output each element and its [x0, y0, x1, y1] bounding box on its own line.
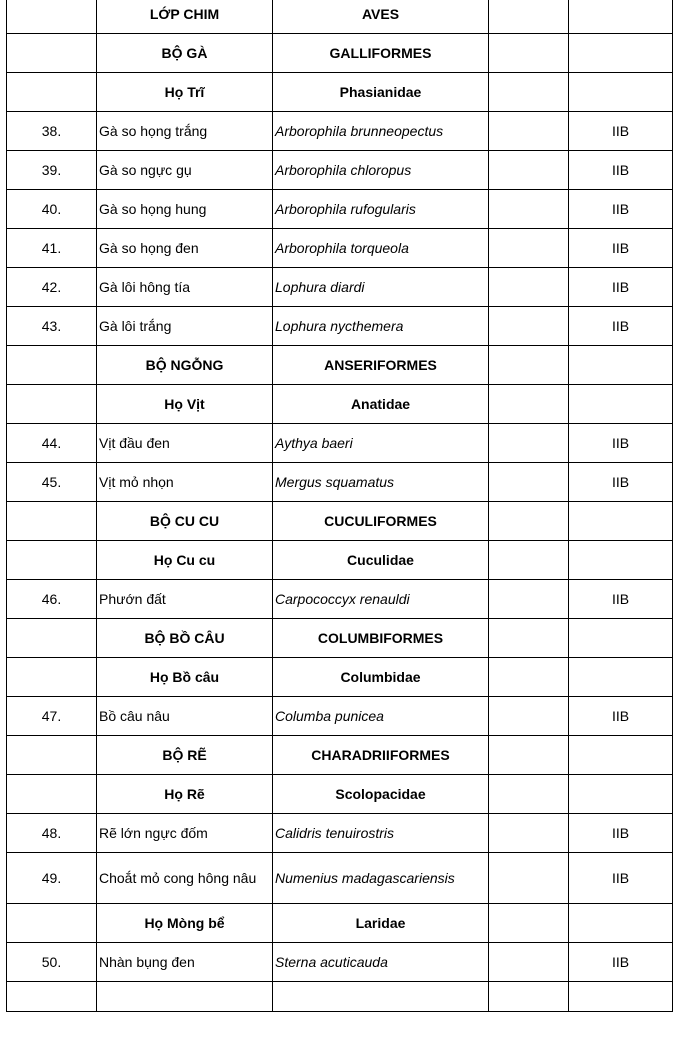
empty-cell — [489, 424, 569, 463]
vietnamese-name: LỚP CHIM — [97, 0, 273, 34]
protection-status: IIB — [569, 424, 673, 463]
scientific-name: Sterna acuticauda — [273, 943, 489, 982]
empty-cell — [489, 73, 569, 112]
row-number: 40. — [7, 190, 97, 229]
row-number — [7, 658, 97, 697]
protection-status — [569, 34, 673, 73]
vietnamese-name: Họ Rẽ — [97, 775, 273, 814]
scientific-name: CUCULIFORMES — [273, 502, 489, 541]
row-number — [7, 736, 97, 775]
species-row — [7, 424, 673, 463]
protection-status — [569, 73, 673, 112]
vietnamese-name: BỘ CU CU — [97, 502, 273, 541]
protection-status — [569, 982, 673, 1012]
empty-cell — [489, 112, 569, 151]
vietnamese-name: Họ Cu cu — [97, 541, 273, 580]
empty-cell — [489, 904, 569, 943]
vietnamese-name: BỘ BỒ CÂU — [97, 619, 273, 658]
protection-status: IIB — [569, 229, 673, 268]
scientific-name: Arborophila chloropus — [273, 151, 489, 190]
protection-status — [569, 736, 673, 775]
vietnamese-name: Gà so họng đen — [97, 229, 273, 268]
row-number — [7, 775, 97, 814]
vietnamese-name: Họ Bồ câu — [97, 658, 273, 697]
family-row — [7, 775, 673, 814]
vietnamese-name: Họ Vịt — [97, 385, 273, 424]
vietnamese-name: Vịt mỏ nhọn — [97, 463, 273, 502]
species-row — [7, 151, 673, 190]
scientific-name: Anatidae — [273, 385, 489, 424]
vietnamese-name: Phướn đất — [97, 580, 273, 619]
row-number — [7, 619, 97, 658]
species-row — [7, 229, 673, 268]
scientific-name: Lophura diardi — [273, 268, 489, 307]
vietnamese-name: BỘ GÀ — [97, 34, 273, 73]
empty-cell — [489, 619, 569, 658]
empty-cell — [489, 151, 569, 190]
protection-status — [569, 385, 673, 424]
scientific-name: COLUMBIFORMES — [273, 619, 489, 658]
empty-cell — [489, 190, 569, 229]
protection-status: IIB — [569, 151, 673, 190]
scientific-name: Columbidae — [273, 658, 489, 697]
empty-cell — [489, 853, 569, 904]
vietnamese-name: BỘ RẼ — [97, 736, 273, 775]
row-number — [7, 904, 97, 943]
protection-status: IIB — [569, 268, 673, 307]
class-row — [7, 0, 673, 34]
scientific-name: Mergus squamatus — [273, 463, 489, 502]
empty-cell — [489, 268, 569, 307]
protection-status — [569, 658, 673, 697]
protection-status: IIB — [569, 580, 673, 619]
row-number: 41. — [7, 229, 97, 268]
protection-status — [569, 619, 673, 658]
species-row — [7, 943, 673, 982]
vietnamese-name: Họ Mòng bể — [97, 904, 273, 943]
empty-cell — [489, 658, 569, 697]
protection-status — [569, 541, 673, 580]
vietnamese-name: Gà so họng trắng — [97, 112, 273, 151]
scientific-name: Cuculidae — [273, 541, 489, 580]
family-row — [7, 541, 673, 580]
protection-status — [569, 0, 673, 34]
empty-cell — [489, 463, 569, 502]
species-table-body — [7, 0, 673, 1012]
row-number: 39. — [7, 151, 97, 190]
protection-status — [569, 346, 673, 385]
scientific-name: Laridae — [273, 904, 489, 943]
order-row — [7, 736, 673, 775]
vietnamese-name: Bồ câu nâu — [97, 697, 273, 736]
scientific-name: AVES — [273, 0, 489, 34]
empty-cell — [489, 346, 569, 385]
vietnamese-name: Gà lôi hông tía — [97, 268, 273, 307]
species-row — [7, 697, 673, 736]
order-row — [7, 619, 673, 658]
species-row — [7, 190, 673, 229]
scientific-name: Columba punicea — [273, 697, 489, 736]
scientific-name: GALLIFORMES — [273, 34, 489, 73]
vietnamese-name: Họ Trĩ — [97, 73, 273, 112]
scientific-name: Arborophila torqueola — [273, 229, 489, 268]
empty-cell — [489, 736, 569, 775]
protection-status — [569, 904, 673, 943]
scientific-name: Aythya baeri — [273, 424, 489, 463]
vietnamese-name: Gà lôi trắng — [97, 307, 273, 346]
protection-status: IIB — [569, 814, 673, 853]
scientific-name: Calidris tenuirostris — [273, 814, 489, 853]
row-number: 42. — [7, 268, 97, 307]
species-row — [7, 268, 673, 307]
row-number: 43. — [7, 307, 97, 346]
scientific-name: ANSERIFORMES — [273, 346, 489, 385]
vietnamese-name: Choắt mỏ cong hông nâu — [97, 853, 273, 904]
row-number — [7, 541, 97, 580]
scientific-name: Arborophila brunneopectus — [273, 112, 489, 151]
protection-status: IIB — [569, 112, 673, 151]
row-number: 44. — [7, 424, 97, 463]
row-number: 38. — [7, 112, 97, 151]
row-number — [7, 385, 97, 424]
row-number: 46. — [7, 580, 97, 619]
vietnamese-name: Nhàn bụng đen — [97, 943, 273, 982]
scientific-name: Numenius madagascariensis — [273, 853, 489, 904]
partial-row — [7, 982, 673, 1012]
scientific-name — [273, 982, 489, 1012]
row-number — [7, 0, 97, 34]
row-number — [7, 346, 97, 385]
scientific-name: Lophura nycthemera — [273, 307, 489, 346]
vietnamese-name — [97, 982, 273, 1012]
empty-cell — [489, 385, 569, 424]
empty-cell — [489, 34, 569, 73]
species-row — [7, 580, 673, 619]
empty-cell — [489, 697, 569, 736]
protection-status: IIB — [569, 853, 673, 904]
row-number — [7, 73, 97, 112]
species-row — [7, 112, 673, 151]
empty-cell — [489, 307, 569, 346]
vietnamese-name: Rẽ lớn ngực đốm — [97, 814, 273, 853]
species-row — [7, 463, 673, 502]
protection-status: IIB — [569, 190, 673, 229]
empty-cell — [489, 541, 569, 580]
row-number: 48. — [7, 814, 97, 853]
protection-status: IIB — [569, 697, 673, 736]
family-row — [7, 904, 673, 943]
scientific-name: Phasianidae — [273, 73, 489, 112]
order-row — [7, 502, 673, 541]
scientific-name: Scolopacidae — [273, 775, 489, 814]
empty-cell — [489, 580, 569, 619]
vietnamese-name: Vịt đầu đen — [97, 424, 273, 463]
row-number: 47. — [7, 697, 97, 736]
species-row — [7, 853, 673, 904]
protection-status: IIB — [569, 307, 673, 346]
row-number — [7, 502, 97, 541]
protection-status — [569, 775, 673, 814]
vietnamese-name: Gà so họng hung — [97, 190, 273, 229]
empty-cell — [489, 943, 569, 982]
protection-status — [569, 502, 673, 541]
scientific-name: CHARADRIIFORMES — [273, 736, 489, 775]
empty-cell — [489, 982, 569, 1012]
row-number: 49. — [7, 853, 97, 904]
order-row — [7, 346, 673, 385]
species-row — [7, 814, 673, 853]
protection-status: IIB — [569, 943, 673, 982]
order-row — [7, 34, 673, 73]
empty-cell — [489, 229, 569, 268]
scientific-name: Arborophila rufogularis — [273, 190, 489, 229]
species-table — [6, 0, 673, 1012]
row-number: 45. — [7, 463, 97, 502]
scientific-name: Carpococcyx renauldi — [273, 580, 489, 619]
vietnamese-name: Gà so ngực gụ — [97, 151, 273, 190]
family-row — [7, 658, 673, 697]
empty-cell — [489, 814, 569, 853]
family-row — [7, 385, 673, 424]
family-row — [7, 73, 673, 112]
empty-cell — [489, 0, 569, 34]
empty-cell — [489, 502, 569, 541]
species-row — [7, 307, 673, 346]
row-number: 50. — [7, 943, 97, 982]
row-number — [7, 34, 97, 73]
vietnamese-name: BỘ NGỖNG — [97, 346, 273, 385]
row-number — [7, 982, 97, 1012]
protection-status: IIB — [569, 463, 673, 502]
empty-cell — [489, 775, 569, 814]
